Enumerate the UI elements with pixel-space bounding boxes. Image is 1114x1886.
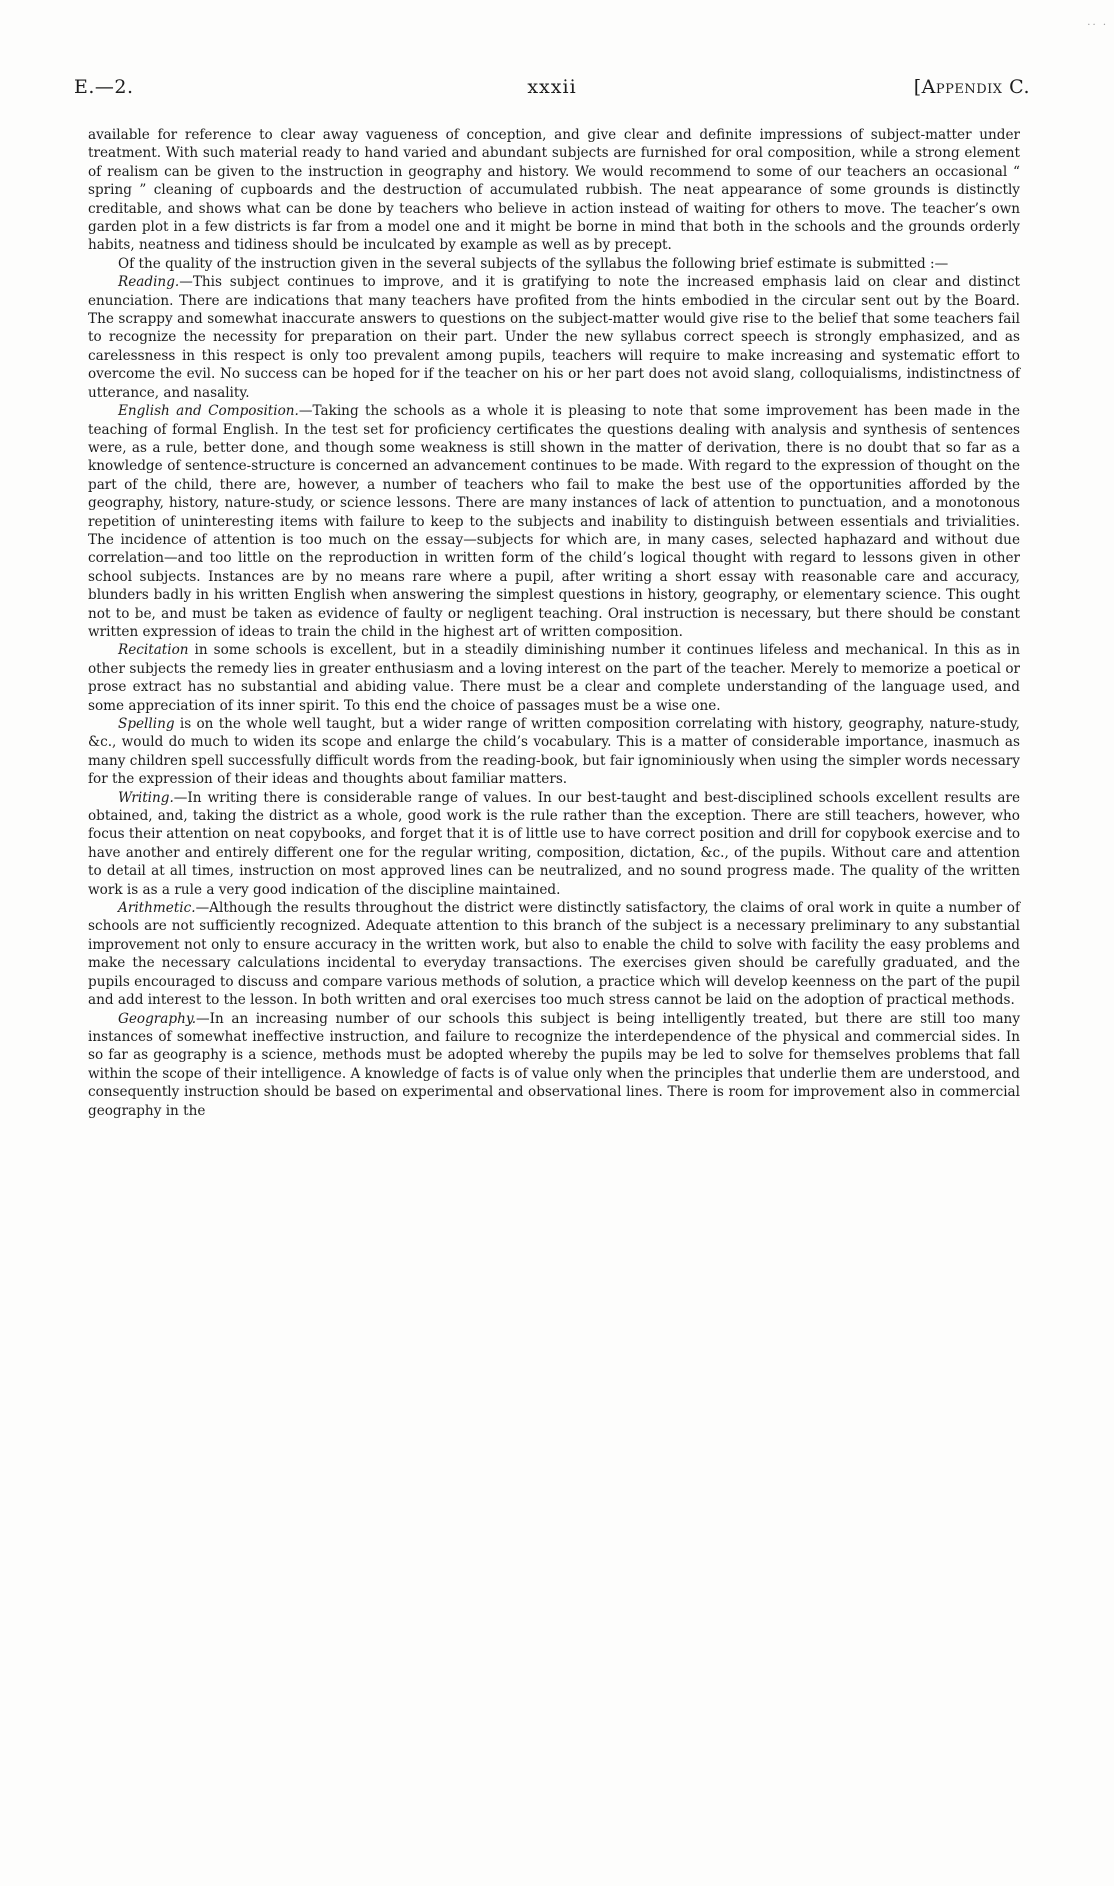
paragraph-reading (88, 273, 1020, 402)
paragraph-english-composition (88, 402, 1020, 641)
paragraph-continuation (88, 126, 1020, 255)
paragraph-spelling (88, 715, 1020, 789)
appendix-text: Appendix C. (921, 76, 1030, 98)
paragraph-text: —Although the results throughout the district were distinctly satisfactory, the claims of oral work in quite a number of schools are not sufficiently recognized. Adequate attention to this branch of the subject is a necessary preliminary to any substantial improvement not only to ensure accuracy in the written work, but also to enable the child to solve with facility the easy problems and make the necessary calculations incidental to everyday transactions. The exercises given should be carefully graduated, and the pupils encouraged to discuss and compare various methods of solution, a practice which will develop keenness on the part of the pupil and add interest to the lesson. In both written and oral exercises too much stress cannot be laid on the adoption of practical methods. (88, 900, 1020, 1009)
body-text (88, 126, 1020, 1120)
paragraph-text: Of the quality of the instruction given in the several subjects of the syllabus the following brief estimate is submitted :— (118, 255, 949, 272)
paragraph-heading: Writing. (118, 789, 174, 806)
paragraph-text: —Taking the schools as a whole it is pleasing to note that some improvement has been made in the teaching of formal English. In the test set for proficiency certificates the questions dealing with analysis and synthesis of sentences were, as a rule, better done, and though some weakness is still shown in the matter of derivation, there is no doubt that so far as a knowledge of sentence-structure is concerned an advancement continues to be made. With regard to the expression of thought on the part of the child, there are, however, a number of teachers who fail to make the best use of the opportunities afforded by the geography, history, nature-study, or science lessons. There are many instances of lack of attention to punctuation, and a monotonous repetition of uninteresting items with failure to keep to the subjects and inability to distinguish between essentials and trivialities. The incidence of attention is too much on the essay—subjects for which are, in many cases, selected haphazard and without due correlation—and too little on the reproduction in written form of the child’s logical thought with regard to lessons given in other school subjects. Instances are by no means rare where a pupil, after writing a short essay with reasonable care and accuracy, blunders badly in his written English when answering the simplest questions in history, geography, or elementary science. This ought not to be, and must be taken as evidence of faulty or negligent teaching. Oral instruction is necessary, but there should be constant written expression of ideas to train the child in the highest art of written composition. (88, 403, 1020, 640)
paragraph-heading: Reading. (118, 274, 180, 291)
paragraph-text: in some schools is excellent, but in a steadily diminishing number it continues lifeless and mechanical. In this as in other subjects the remedy lies in greater enthusiasm and a loving interest on the part of the teacher. Merely to memorize a poetical or prose extract has no substantial and abiding value. There must be a clear and complete understanding of the language used, and some appreciation of its inner spirit. To this end the choice of passages must be a wise one. (88, 642, 1020, 714)
paragraph-heading: Spelling (118, 716, 175, 732)
appendix-bracket: [ (913, 76, 922, 98)
paragraph-geography (88, 1010, 1020, 1120)
page-number: xxxii (527, 76, 577, 98)
page-header (74, 76, 1030, 106)
paragraph-writing (88, 789, 1020, 899)
paragraph-heading: Recitation (118, 642, 189, 659)
paragraph-text: —This subject continues to improve, and it is gratifying to note the increased emphasis laid on clear and distinct enunciation. There are indications that many teachers have profited from the hints embodied in the circular sent out by the Board. The scrappy and somewhat inaccurate answers to questions on the subject-matter would give rise to the belief that some teachers fail to recognize the necessity for preparation on their part. Under the new syllabus correct speech is strongly emphasized, and as carelessness in this respect is only too prevalent among pupils, teachers will require to make increasing and systematic effort to overcome the evil. No success can be hoped for if the teacher on his or her part does not avoid slang, colloquialisms, indistinctness of utterance, and nasality. (88, 274, 1020, 401)
paragraph-heading: Geography. (118, 1010, 197, 1027)
paragraph-quality-estimate (88, 255, 1020, 273)
paragraph-heading: English and Composition. (118, 403, 299, 420)
paragraph-text: available for reference to clear away vagueness of conception, and give clear and definite impressions of subject-matter under treatment. With such material ready to hand varied and abundant subjects are furnished for oral composition, while a strong element of realism can be given to the instruction in geography and history. We would recommend to some of our teachers an occasional “ spring ” cleaning of cupboards and the destruction of accumulated rubbish. The neat appearance of some grounds is distinctly creditable, and shows what can be done by teachers who believe in action instead of waiting for others to move. The teacher’s own garden plot in a few districts is far from a model one and it might be borne in mind that both in the schools and the grounds orderly habits, neatness and tidiness should be inculcated by example as well as by precept. (88, 127, 1020, 254)
paragraph-heading: Arithmetic. (118, 900, 196, 917)
paragraph-text: —In writing there is considerable range of values. In our best-taught and best-disciplined schools excellent results are obtained, and, taking the district as a whole, good work is the rule rather than the exception. There are still teachers, however, who focus their attention on neat copybooks, and forget that it is of little use to have correct position and drill for copybook exercise and to have another and entirely different one for the regular writing, composition, dictation, &c., of the pupils. Without care and attention to detail at all times, instruction on most approved lines can be neutralized, and no sound progress made. The quality of the written work is as a rule a very good indication of the discipline maintained. (88, 789, 1021, 898)
appendix-label (914, 76, 1030, 98)
paragraph-arithmetic (88, 899, 1020, 1009)
paragraph-text: is on the whole well taught, but a wider range of written composition correlating with history, geography, nature-study, &c., would do much to widen its scope and enlarge the child’s vocabulary. This is a matter of considerable importance, inasmuch as many children spell successfully difficult words from the reading-book, but fair ignominiously when using the simpler words necessary for the expression of their ideas and thoughts about familiar matters. (88, 716, 1020, 788)
paragraph-recitation (88, 641, 1020, 715)
scan-mark: ·· · (1087, 20, 1108, 31)
report-reference: E.—2. (74, 76, 134, 98)
paragraph-text: —In an increasing number of our schools this subject is being intelligently treated, but there are still too many instances of somewhat ineffective instruction, and failure to recognize the interdependence of the physical and commercial sides. In so far as geography is a science, methods must be adopted whereby the pupils may be led to solve for themselves problems that fall within the scope of their intelligence. A knowledge of facts is of value only when the principles that underlie them are understood, and consequently instruction should be based on experimental and observational lines. There is room for improvement also in commercial geography in the (88, 1010, 1020, 1119)
